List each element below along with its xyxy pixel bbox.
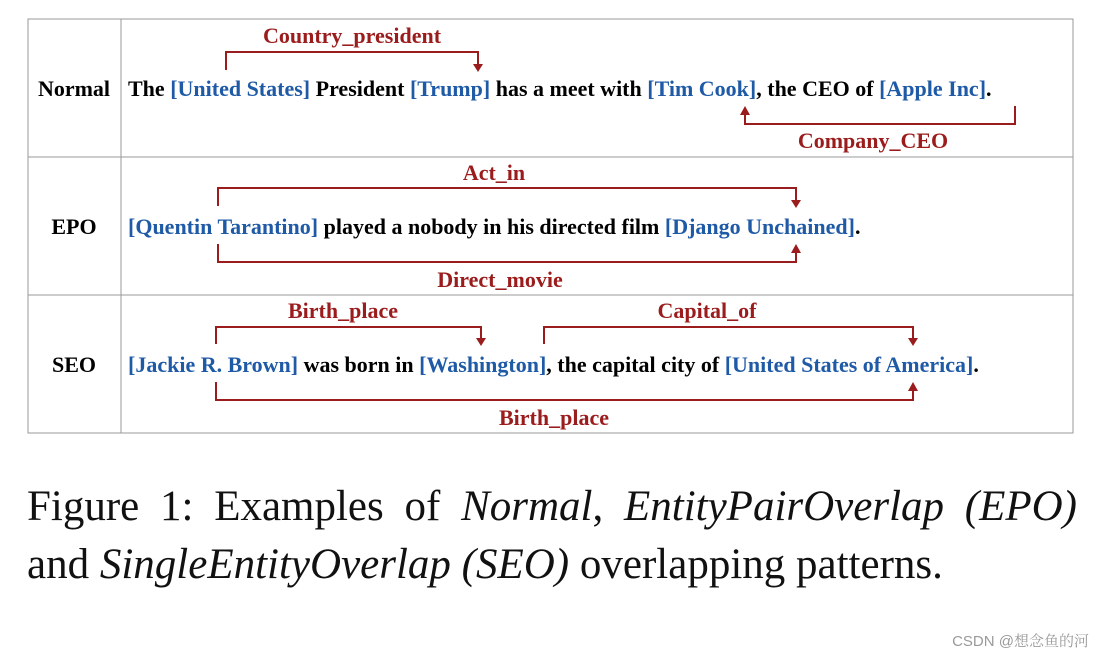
sentence-text: was born in — [298, 352, 420, 377]
sentence-text: played a nobody in his directed film — [318, 214, 665, 239]
relation-label: Birth_place — [499, 405, 609, 430]
arrowhead — [740, 106, 750, 115]
relation-arrow — [216, 327, 481, 344]
entity-span: [Trump] — [409, 76, 491, 101]
entity-span: [Washington] — [419, 352, 547, 377]
sentence-text: . — [973, 352, 979, 377]
entity-span: [Apple Inc] — [879, 76, 987, 101]
caption-separator: and — [27, 541, 100, 588]
sentence-text: The — [128, 76, 171, 101]
relation-arrow — [218, 244, 796, 262]
relation-label: Direct_movie — [437, 267, 563, 292]
sentence-text: President — [310, 76, 410, 101]
relation-arrow — [544, 327, 913, 344]
sentence-text: . — [854, 214, 861, 239]
relation-label: Company_CEO — [797, 128, 949, 153]
entity-span: [Quentin Tarantino] — [128, 214, 319, 239]
arrowhead — [908, 338, 918, 346]
relation-arrow — [216, 382, 913, 400]
entity-span: [United States of America] — [724, 352, 974, 377]
caption-term-seo: SingleEntityOverlap (SEO) — [99, 541, 570, 588]
row-label-seo: SEO — [51, 352, 97, 377]
row-label-normal: Normal — [37, 76, 111, 101]
caption-prefix: Figure 1: Examples of — [27, 483, 462, 530]
figure-caption — [27, 478, 1077, 594]
relation-birth-place-above — [216, 298, 486, 346]
relation-label: Birth_place — [288, 298, 398, 323]
entity-span: [Django Unchained] — [664, 214, 855, 239]
arrowhead — [476, 338, 486, 346]
arrowhead — [908, 382, 918, 391]
sentence-text: . — [986, 76, 992, 101]
entity-span: [Tim Cook] — [647, 76, 757, 101]
caption-term-epo: EntityPairOverlap (EPO) — [623, 483, 1077, 530]
relation-capital-of — [544, 298, 918, 346]
sentence-epo — [128, 214, 860, 239]
arrowhead — [473, 64, 483, 72]
watermark: CSDN @想念鱼的河 — [952, 633, 1089, 650]
arrowhead — [791, 244, 801, 253]
relation-direct-movie — [218, 244, 801, 292]
caption-separator: , — [592, 483, 624, 530]
sentence-normal — [128, 76, 992, 101]
relation-arrow — [218, 188, 796, 206]
relation-country-president — [226, 23, 483, 72]
sentence-text: , the CEO of — [756, 76, 880, 101]
relation-act-in — [218, 160, 801, 208]
relation-arrow — [745, 106, 1015, 124]
sentence-text: , the capital city of — [546, 352, 725, 377]
relation-label: Act_in — [462, 160, 526, 185]
caption-term-normal: Normal — [461, 483, 593, 530]
entity-span: [Jackie R. Brown] — [128, 352, 299, 377]
entity-span: [United States] — [170, 76, 311, 101]
relation-label: Capital_of — [657, 298, 757, 323]
caption-suffix: overlapping patterns. — [569, 541, 943, 588]
relation-arrow — [226, 52, 478, 70]
row-label-epo: EPO — [51, 214, 97, 239]
arrowhead — [791, 200, 801, 208]
relation-birth-place-below — [216, 382, 918, 430]
sentence-seo — [128, 352, 979, 377]
relation-company-ceo — [740, 106, 1015, 153]
relation-label: Country_president — [262, 23, 442, 48]
sentence-text: has a meet with — [490, 76, 648, 101]
